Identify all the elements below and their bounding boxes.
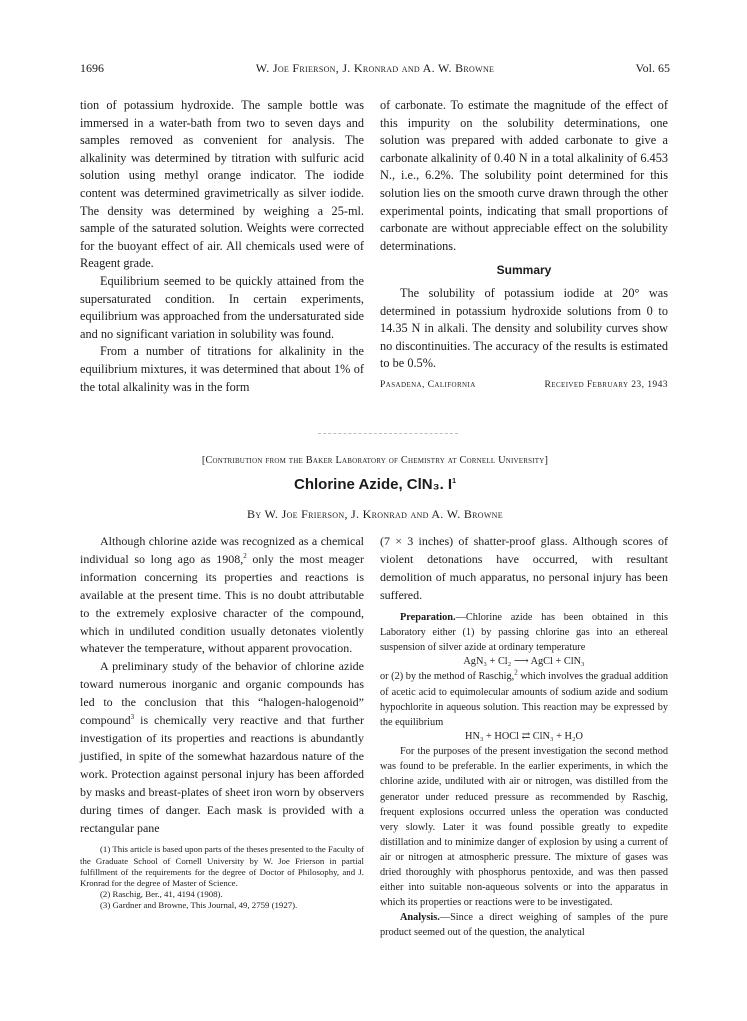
equation: HN₃ + HOCl ⇄ ClN₃ + H₂O xyxy=(465,730,583,742)
text-run: which involves the gradual addition of acetic acid to equimolecular amounts of sodium azide and sodium hypochlorite in aqueous solution. This reaction may be expressed by the equilibrium xyxy=(380,671,668,728)
text-run: or (2) by the method of Raschig, xyxy=(380,671,515,683)
article-left-column xyxy=(80,533,364,912)
signature-line xyxy=(380,375,668,393)
place-label: Pasadena, California xyxy=(380,378,476,390)
page-number: 1696 xyxy=(80,61,104,75)
article-title-text: Chlorine Azide, ClN₃. I xyxy=(294,476,453,493)
paragraph: (7 × 3 inches) of shatter-proof glass. Although scores of violent detonations have occurred, with resultant demolition of much apparatus, no personal injury has been suffered. xyxy=(380,534,668,602)
footnote-marker: 3 xyxy=(130,713,135,722)
paragraph xyxy=(380,669,668,729)
volume-label: Vol. 65 xyxy=(635,61,670,75)
article-title xyxy=(80,476,670,493)
text-run: A preliminary study of the behavior of chlorine azide toward numerous inorganic and organic compounds has led to the conclusion that this “halogen-halogenoid” compound xyxy=(80,659,364,728)
footnote: (2) Raschig, Ber., 41, 4194 (1908). xyxy=(100,889,223,900)
received-date: Received February 23, 1943 xyxy=(544,378,668,390)
paragraph xyxy=(380,910,668,940)
footnotes xyxy=(80,844,364,911)
footnote-marker: 1 xyxy=(452,478,456,485)
text-run: only the most meager information concerning its properties and reactions is available at the present time. This is no doubt attributable to the extremely explosive character of the compound, which in undiluted condition usually detonates violently whatever the temperature, without apparent provocation. xyxy=(80,551,364,656)
article-right-column xyxy=(380,533,668,941)
summary-heading: Summary xyxy=(496,263,552,278)
text-run: is chemically very reactive and that further investigation of its properties and reactions is abundantly justified, in spite of the somewhat hazardous nature of the work. Protection against personal injury has been afforded by masks and breast-plates of sheet iron worn by observers during times of danger. Each mask is provided with a rectangular pane xyxy=(80,713,364,835)
paragraph: tion of potassium hydroxide. The sample bottle was immersed in a water-bath from two to seven days and samples removed as convenient for analysis. The alkalinity was determined by titration with sulfuric acid solution using methyl orange indicator. The iodide content was determined gravimetrically as silver iodide. The density was determined by weighing a 25-ml. sample of the saturated solution. Weights were corrected for the buoyant effect of air. All chemicals used were of Reagent grade. xyxy=(80,98,364,271)
paragraph: From a number of titrations for alkalinity in the equilibrium mixtures, it was determined that about 1% of the total alkalinity was in the form xyxy=(80,344,364,394)
running-header xyxy=(80,61,670,81)
text-run: —Chlorine azide has been obtained in this Laboratory either (1) by passing chlorine gas into an ethereal suspension of silver azide at ordinary temperature xyxy=(380,611,668,653)
analysis-heading: Analysis. xyxy=(400,912,440,924)
equation: AgN₃ + Cl₂ ⟶ AgCl + ClN₃ xyxy=(463,655,585,667)
paragraph: of carbonate. To estimate the magnitude of the effect of this impurity on the solubility determinations, one solution was prepared with added carbonate to give a carbonate alkalinity of 0.40 N in a total alkalinity of 6.453 N., i.e., 6.2%. The solubility point determined for this solution lies on the smooth curve drawn through the other experimental points, indicating that small proportions of carbonate are without appreciable effect on the solubility determinations. xyxy=(380,98,668,253)
paragraph xyxy=(80,658,364,837)
footnote-marker: 2 xyxy=(243,551,247,560)
article-divider xyxy=(318,433,458,434)
byline: By W. Joe Frierson, J. Kronrad and A. W. Browne xyxy=(247,507,503,521)
summary-paragraph: The solubility of potassium iodide at 20° was determined in potassium hydroxide solutions from 0 to 14.35 N in alkali. The density and solubility curves show no discontinuities. The accuracy of the results is estimated to be 0.5%. xyxy=(380,285,668,371)
previous-article-left-column xyxy=(80,97,364,396)
contribution-line: [Contribution from the Baker Laboratory of Chemistry at Cornell University] xyxy=(201,455,549,466)
text-run: —Since a direct weighing of samples of the pure product seemed out of the question, the analytical xyxy=(380,912,668,939)
preparation-section xyxy=(380,610,668,941)
text-run: Although chlorine azide was recognized as a chemical individual so long ago as 1908, xyxy=(80,534,364,566)
paragraph: For the purposes of the present investigation the second method was found to be preferable. In the earlier experiments, in which the chlorine azide, undiluted with air or nitrogen, was distilled from the generator under reduced pressure as recommended by Raschig, frequent explosions occurred unless the operation was conducted very slowly. Later it was found possible greatly to expedite distillation and to minimize danger of explosion by using a current of air or nitrogen at atmospheric pressure. The mixture of gases was dried thoroughly with phosphorus pentoxide, and was then passed either into suitable non-aqueous solvents or into the apparatus in which its properties or reactions were to be investigated. xyxy=(380,746,668,909)
footnote: (3) Gardner and Browne, This Journal, 49, 2759 (1927). xyxy=(100,900,298,911)
footnote-marker: 2 xyxy=(514,668,518,677)
footnote: (1) This article is based upon parts of the theses presented to the Faculty of the Graduate School of Cornell University by W. Joe Frierson in partial fulfillment of the requirements for the degree of Doctor of Philosophy, and J. Kronrad for the degree of Master of Science. xyxy=(80,844,364,889)
running-title: W. Joe Frierson, J. Kronrad and A. W. Browne xyxy=(255,61,495,75)
previous-article-right-column xyxy=(380,97,668,393)
preparation-heading: Preparation. xyxy=(400,611,456,623)
paragraph xyxy=(80,533,364,658)
paragraph xyxy=(380,610,668,655)
paragraph: Equilibrium seemed to be quickly attained from the supersaturated condition. In certain experiments, equilibrium was approached from the undersaturated side and no significant variation in solubility was found. xyxy=(80,273,364,341)
